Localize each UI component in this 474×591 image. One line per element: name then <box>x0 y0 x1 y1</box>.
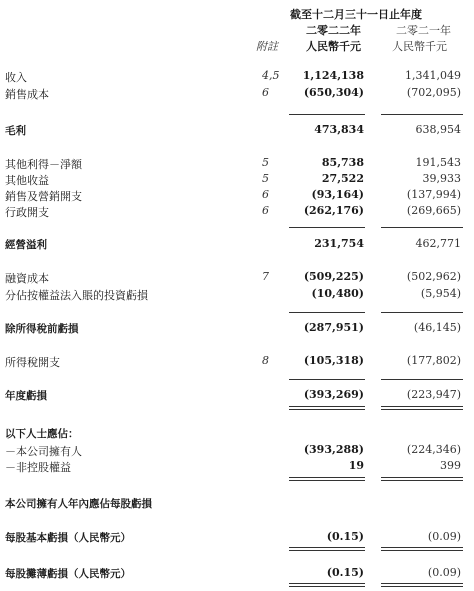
value-current: (509,225) <box>303 270 364 283</box>
row-share-of-losses <box>0 287 474 302</box>
row-operating-profit <box>0 237 474 252</box>
row-revenue <box>0 69 474 84</box>
value-prior: (224,346) <box>406 443 461 456</box>
row-label: 毛利 <box>5 125 26 137</box>
value-prior: (223,947) <box>406 388 461 401</box>
row-label: 除所得稅前虧損 <box>5 323 79 335</box>
value-current: 473,834 <box>314 123 364 136</box>
total-double-rule <box>289 583 365 584</box>
value-prior: (269,665) <box>406 204 461 217</box>
subtotal-rule <box>381 379 463 380</box>
row-note: 6 <box>262 188 269 201</box>
row-selling-expenses <box>0 188 474 203</box>
row-diluted-eps <box>0 566 474 581</box>
total-double-rule <box>381 409 463 410</box>
value-prior: 1,341,049 <box>405 69 461 82</box>
total-double-rule <box>289 409 365 410</box>
row-label: 其他利得－淨額 <box>5 158 82 171</box>
row-label: 經營溢利 <box>5 239 47 251</box>
value-current: (393,288) <box>303 443 364 456</box>
total-double-rule <box>289 550 365 551</box>
value-prior: 39,933 <box>422 172 461 185</box>
value-current: (393,269) <box>303 388 364 401</box>
value-prior: (702,095) <box>406 86 461 99</box>
row-attributable-heading <box>0 426 474 441</box>
total-double-rule <box>381 406 463 407</box>
row-note: 6 <box>262 86 269 99</box>
row-label: －非控股權益 <box>5 461 71 474</box>
value-current: (10,480) <box>311 287 364 300</box>
row-label: 分佔按權益法入賬的投資虧損 <box>5 289 148 302</box>
value-prior: 462,771 <box>415 237 461 250</box>
row-note: 5 <box>262 172 269 185</box>
value-current: (262,176) <box>303 204 364 217</box>
value-prior: (0.09) <box>427 530 461 543</box>
row-label: 本公司擁有人年內應佔每股虧損 <box>5 498 152 510</box>
period-header: 截至十二月三十一日止年度 <box>290 8 422 21</box>
year-current-header: 二零二二年 <box>306 24 361 37</box>
total-double-rule <box>381 583 463 584</box>
total-double-rule <box>289 480 365 481</box>
row-note: 7 <box>262 270 269 283</box>
subtotal-rule <box>381 312 463 313</box>
value-current: (287,951) <box>303 321 364 334</box>
total-double-rule <box>289 406 365 407</box>
row-label: 每股攤薄虧損（人民幣元） <box>5 568 131 580</box>
subtotal-rule <box>381 114 463 115</box>
row-label: 年度虧損 <box>5 390 47 402</box>
value-prior: (0.09) <box>427 566 461 579</box>
row-note: 4,5 <box>262 69 280 82</box>
total-double-rule <box>289 477 365 478</box>
row-note: 5 <box>262 156 269 169</box>
row-finance-costs <box>0 270 474 285</box>
note-column-header: 附註 <box>256 40 278 53</box>
value-current: 85,738 <box>321 156 364 169</box>
value-current: (0.15) <box>326 530 364 543</box>
total-double-rule <box>289 586 365 587</box>
row-admin-expenses <box>0 204 474 219</box>
unit-prior-header: 人民幣千元 <box>392 40 447 53</box>
row-label: 銷售及營銷開支 <box>5 190 82 203</box>
row-label: 每股基本虧損（人民幣元） <box>5 532 131 544</box>
row-basic-eps <box>0 530 474 545</box>
value-prior: (137,994) <box>406 188 461 201</box>
total-double-rule <box>289 547 365 548</box>
subtotal-rule <box>289 379 365 380</box>
row-note: 6 <box>262 204 269 217</box>
row-cost-of-sales <box>0 86 474 101</box>
value-prior: (502,962) <box>406 270 461 283</box>
subtotal-rule <box>289 312 365 313</box>
row-label: 以下人士應佔： <box>5 428 79 440</box>
value-prior: 638,954 <box>415 123 461 136</box>
row-loss-for-year <box>0 388 474 403</box>
subtotal-rule <box>289 227 365 228</box>
row-label: 收入 <box>5 71 27 84</box>
value-current: (93,164) <box>311 188 364 201</box>
value-current: (105,318) <box>303 354 364 367</box>
row-loss-before-tax <box>0 321 474 336</box>
row-label: 融資成本 <box>5 272 49 285</box>
subtotal-rule <box>289 114 365 115</box>
row-income-tax <box>0 354 474 369</box>
row-other-income <box>0 172 474 187</box>
value-current: 231,754 <box>314 237 364 250</box>
value-prior: (46,145) <box>413 321 461 334</box>
total-double-rule <box>381 477 463 478</box>
row-non-controlling <box>0 459 474 474</box>
value-prior: (177,802) <box>406 354 461 367</box>
unit-current-header: 人民幣千元 <box>306 40 361 53</box>
row-label: －本公司擁有人 <box>5 445 82 458</box>
total-double-rule <box>381 586 463 587</box>
row-label: 所得稅開支 <box>5 356 60 369</box>
value-current: (0.15) <box>326 566 364 579</box>
total-double-rule <box>381 550 463 551</box>
value-prior: 191,543 <box>415 156 461 169</box>
row-gross-profit <box>0 123 474 138</box>
value-current: (650,304) <box>303 86 364 99</box>
total-double-rule <box>381 480 463 481</box>
row-owners <box>0 443 474 458</box>
row-label: 其他收益 <box>5 174 49 187</box>
year-prior-header: 二零二一年 <box>396 24 451 37</box>
value-prior: (5,954) <box>420 287 461 300</box>
row-note: 8 <box>262 354 269 367</box>
value-prior: 399 <box>440 459 461 472</box>
value-current: 1,124,138 <box>302 69 364 82</box>
value-current: 27,522 <box>321 172 364 185</box>
subtotal-rule <box>381 227 463 228</box>
total-double-rule <box>381 547 463 548</box>
row-eps-heading <box>0 496 474 511</box>
row-label: 行政開支 <box>5 206 49 219</box>
value-current: 19 <box>348 459 364 472</box>
row-other-gains <box>0 156 474 171</box>
row-label: 銷售成本 <box>5 88 49 101</box>
